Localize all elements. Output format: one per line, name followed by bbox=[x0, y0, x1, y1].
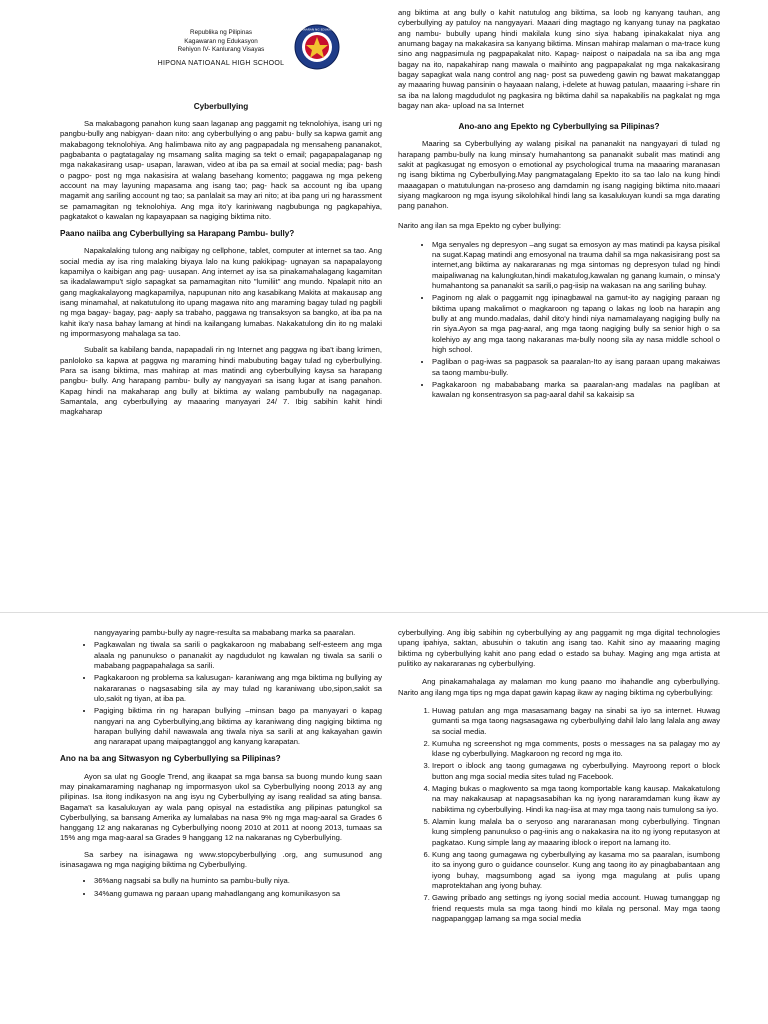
list-item: • Pagkakaroon ng mabababang marka sa paaralan-ang madalas na pagliban at kawalan ng konsentrasyon sa pag-aaral dahil sa kakaisip sa bbox=[432, 380, 720, 401]
paragraph: Ayon sa ulat ng Google Trend, ang ikaapat sa mga bansa sa buong mundo kung saan may pinakamaraming naghanap ng impormasyon ukol sa Cyberbullying noong 2013 ay ang pilipinas. Isa itong indikasyon na ang isyu ng Cyberbullying ay isang realidad sa ating bansa. Bagama't sa kasalukuyan ay wala pang opisyal na estadistika ang pilipinas patungkol sa Cyberbullying, sa bansang Amerika ay lumalabas na nasa 9% ng mga mag-aaral sa Grades 6 hanggang 12 ang nakaranas ng Cyberbullying noong 2010 at 2011 at noong 2013, tumaas sa 15% ang mga mag-aaral sa Grades 9 hanggang 12 na nakaranas ng Cyberbullying. bbox=[60, 771, 382, 843]
column-top-left bbox=[60, 26, 382, 596]
column-bottom-right bbox=[398, 628, 720, 1024]
list-item: 4. Maging bukas o magkwento sa mga taong komportable kang kausap. Makakatulong na may nakakausap at napagsasabihan ka ng iyong nararamdaman kung ikaw ay nabiktima ng cyberbullying. Hindi ka nag-iisa at may mga taong nais tumulong sa iyo. bbox=[432, 784, 720, 815]
paragraph: Sa sarbey na isinagawa ng www.stopcyberbullying .org, ang sumusunod ang isinasagawa ng mga nagiging biktima ng Cyberbullying. bbox=[60, 849, 382, 870]
section-heading-situation: Ano na ba ang Sitwasyon ng Cyberbullying sa Pilipinas? bbox=[60, 754, 281, 764]
tips-list bbox=[398, 706, 720, 924]
survey-list bbox=[60, 876, 382, 899]
list-item: 3. Ireport o iblock ang taong gumagawa ng cyberbullying. Mayroong report o block button ang mga social media sites tulad ng Facebook. bbox=[432, 761, 720, 782]
paragraph: Narito ang ilan sa mga Epekto ng cyber bullying: bbox=[398, 221, 561, 231]
continued-paragraph: nangyayaring pambu-bully ay nagre-resulta sa mababang marka sa paaralan. bbox=[94, 628, 356, 637]
header-region: Rehiyon IV- Kanlurang Visayas bbox=[177, 46, 265, 53]
paragraph: Subalit sa kabilang banda, napapadali rin ng Internet ang paggwa ng iba't ibang krimen, panloloko sa kapwa at paggwa ng maraming hindi mabubuting bagay tulad ng cyberbullying. Para sa isang biktima, mas mahirap at mas matindi ang cyberbullying kaysa sa harapang pangbu- bully. Ang harapang pambu- bully ay nangyayari sa isang lugar at isang panahon. Kapag hindi na makaharap ang bully at biktima ay walang pambubully na nagaganap. Samantala, ang cyberbullying ay maaaring manyayari 24/ 7. Ibig sabihin kahit hindi magkaharap bbox=[60, 345, 382, 417]
list-item: • Mga senyales ng depresyon –ang sugat sa emosyon ay mas matindi pa kaysa pisikal na sugat.Kapag matindi ang emosyonal na trauma dahil sa mga nakasisirang post sa internet,ang biktima ay nakararanas ng mga sintomas ng depresyon tulad ng hindi maipaliwanag na kalungkutan,hindi makatulog,kawalan ng ganang kumain, o minsa'y humahantong sa pananakit sa sarili,o pag-iisip na wakasan na ang sariling buhay. bbox=[432, 240, 720, 292]
paragraph: Ang pinakamahalaga ay malaman mo kung paano mo ihahandle ang cyberbullying. Narito ang ilang mga tips ng mga dapat gawin kapag ikaw ay naging biktima ng cyberbullying: bbox=[398, 677, 720, 697]
section-heading-difference: Paano naiiba ang Cyberbullying sa Harapang Pambu- bully? bbox=[60, 229, 295, 239]
section-heading-effects: Ano-ano ang Epekto ng Cyberbullying sa Pilipinas? bbox=[458, 122, 660, 132]
list-item: • Pagkawalan ng tiwala sa sarili o pagkakaroon ng mababang self-esteem ang mga alaala ng panunukso o pananakit ay nagdudulot ng kawalan ng tiwala sa sarili o mababang pagpapahalaga sa sarili. bbox=[94, 640, 382, 671]
page-divider bbox=[0, 612, 768, 613]
header-republic: Republika ng Pilipinas bbox=[190, 29, 252, 36]
page-title: Cyberbullying bbox=[193, 102, 249, 111]
list-item: 7. Gawing pribado ang settings ng iyong social media account. Huwag tumanggap ng friend requests mula sa mga taong hindi mo kilala ng personal. May mga taong nagpapanggap lamang sa mga social media bbox=[432, 893, 720, 924]
paragraph: Maaring sa Cyberbullying ay walang pisikal na pananakit na nangyayari di tulad ng harapang pambu-bully na kung minsa'y humahantong sa pananakit subalit mas matindi ang sakit at pagkasugat ng emosyon o emotional ay psychological truma na maaaring maranasan ng isang biktima ng Cyberbullying.May pangmatagalang Epekto ito sa tao lalo na kung hindi maaagapan o matutulungan na-proseso ang damdamin ng isang nagiging biktima nito.maaari siyang magkaroon ng mga isyung sikolohikal hindi lang sa kasalukuyan kundi sa mga darating pang panahon. bbox=[398, 139, 720, 211]
effects-list bbox=[398, 240, 720, 401]
list-item: • Pagliban o pag-iwas sa pagpasok sa paaralan-Ito ay isang paraan upang makaiwas sa taong mambu-bully. bbox=[432, 357, 720, 378]
continued-paragraph: ang biktima at ang bully o kahit natutulog ang biktima, sa loob ng kanyang tauhan, ang cyberbullying ay patuloy na nangyayari. Maaari ding magtago ng kanyang tunay na pagkatao ang nambu- bubully upang hindi makilala kung sino siya habang ipinakakalat niya ang anumang bagay na makakasira sa kanyang biktima. Minsan mahirap malaman o ma-trace kung sino ang nagpasimula ng pagpapakalat nito. Kapag- naipost o naipadala na sa iba ang mga bagay na ito, napakahirap nang mawala o maihinto ang pagpapakalat ng mga nakakasirang bagay sapagkat wala nang control ang nag- post sa puwedeng gawin ng bawat makatanggap ay maaaring huwag pansinin o hayaaan nalang, i-delete at huwag patulan, maaaring i-share rin sa iba na lalong magdudulot ng pagkasira ng biktima dahil sa napakabilis na pagkalat ng mga bagay nan aka- upload na sa Internet bbox=[398, 8, 720, 110]
list-item: • 36%ang nagsabi sa bully na huminto sa pambu-bully niya. bbox=[94, 876, 382, 886]
list-item: • Pagiging biktima rin ng harapan bullying –minsan bago pa manyayari o kapag nangyari na ang Cyberbullying,ang biktima ay karaniwang ding nagiging biktima ng harapan bullying dahil nawawala ang tiwala niya sa sarili at ang kakayahan gawin ang nararapat upang maipagtanggol ang kanyang karapatan. bbox=[94, 706, 382, 747]
column-top-right bbox=[398, 8, 720, 596]
continued-paragraph: cyberbullying. Ang ibig sabihin ng cyberbullying ay ang paggamit ng mga digital technologies upang ipahiya, saktan, abusuhin o takutin ang isang tao. Kahit sino ay maaaring maging biktima ng cyberbullying kahit ano pang edad o estado sa buhay. Maging ang mga artista at pulitiko ay nakararanas ng cyberbullying. bbox=[398, 628, 720, 668]
list-item: • Paginom ng alak o paggamit ngg ipinagbawal na gamut-ito ay nagiging paraan ng biktima upang makalimot o magkaroon ng tapang o lakas ng loob na harapin ang bully at ang mundo.madalas, dahil dito'y hindi niya namamalayang nagiging bully na rin siya.Ayon sa mga pag-aaral, ang mga taong nagiging bully sa senior high o sa kolehiyo ay ang mga taong nakaranas ma-bully noong sila ay nasa middle school o high school. bbox=[432, 293, 720, 355]
school-name: HIPONA NATIOANAL HIGH SCHOOL bbox=[157, 59, 285, 67]
header-department: Kagawaran ng Edukasyon bbox=[184, 37, 258, 45]
list-item: 6. Kung ang taong gumagawa ng cyberbullying ay kasama mo sa paaralan, isumbong ito sa inyong guro o guidance counselor. Kung ang taong ito ay pinagbabantaan ang iyong buhay, magsumbong agad sa iyong mga magulang at pulis upang maprotektahan ang iyong buhay. bbox=[432, 850, 720, 891]
list-item: 5. Alamin kung malala ba o seryoso ang nararanasan mong cyberbullying. Tingnan kung simpleng panunukso o pag-iinis ang o nakakasira na ito ng iyong reputasyon at pagkatao. Kung simple lang ay maaaring iblock o ireport na lamang ito. bbox=[432, 817, 720, 848]
list-item: • 34%ang gumawa ng paraan upang mahadlangang ang komunikasyon sa bbox=[94, 889, 382, 899]
effects-list-continued bbox=[60, 640, 382, 747]
deped-seal-logo bbox=[294, 24, 340, 70]
paragraph: Napakalaking tulong ang naibigay ng cellphone, tablet, computer at internet sa tao. Ang social media ay isa ring malaking biyaya lalo na kung pakikipag- ugnayan sa napapalayong kapamilya o kaibigan ang pag- uusapan. Ang internet ay isa sa pinakamahalagang kagamitan sa ikadalawampu't siglo sapagkat sa pamamagitan nito "lumiliit" ang mundo. Npalapit nito an gang magkakalayong magkapamilya, napupunan nito ang kasabikang Makita at makausap ang isang minamahal, at nakatutulong ito upang magawa nito ang maraming bagay tulad ng pagbili ng mga bagay- bagay, pag- aaply sa trabaho, paggawa ng transaksyon sa bangko, at iba pa na kahit ika'y nasa bahay lamang at hindi na kailangang lumabas. Nakakatulong din ito ng malaki ng impormasyong mahalaga sa tao. bbox=[60, 246, 382, 338]
list-item: 1. Huwag patulan ang mga masasamang bagay na sinabi sa iyo sa internet. Huwag gumanti sa mga taong nagsasagawa ng cyberbullying dahil lalo lang lalala ang away sa social media. bbox=[432, 706, 720, 737]
seal-text: KAGAWARAN NG EDUKASYON bbox=[294, 27, 340, 32]
list-item: • Pagkakaroon ng problema sa kalusugan- karaniwang ang mga biktima ng bullying ay nakararanas o nagsasabing sila ay may tulad ng karaniwang ubo,sipon,sakit sa ulo,sakit ng tiyan, at iba pa. bbox=[94, 673, 382, 704]
column-bottom-left bbox=[60, 628, 382, 1024]
intro-paragraph: Sa makabagong panahon kung saan laganap ang paggamit ng teknolohiya, isang uri ng pangbu-bully ang nabigyan- daan nito: ang cyberbullying o ang pabu- bully sa kapwa gamit ang makabagong teknolohiya. Ang halimbawa nito ay ang pagpapadala ng mensaheng pananakot, pagbabanta o pagtatagalay ng msamang salita maging sa tekt o email; pagapapalaganap ng mga nakakasirang usap- usapan, larawan, video at iba pa sa email at social media; pag- bash o pagpo- post ng mga nakasisira at walang basehang komento; paggawa ng mga pekeng account na may layuning mapasama ang isang tao; pag- hack sa account ng iba upang magamit ang sariling account ng tao; sa panlalait sa may ari nito; at iba pang uri ng harassment se pamamagitan ng teknolohiya. Ang mga ito'y kariniwang nagbubunga ng pagkapahiya, pagkatakot o kawalan ng kapayapaan sa nagiging biktima nito. bbox=[60, 119, 382, 221]
list-item: 2. Kumuha ng screenshot ng mga comments, posts o messages na sa palagay mo ay klase ng cyberbullying. Magkaroon ng record ng mga ito. bbox=[432, 739, 720, 760]
